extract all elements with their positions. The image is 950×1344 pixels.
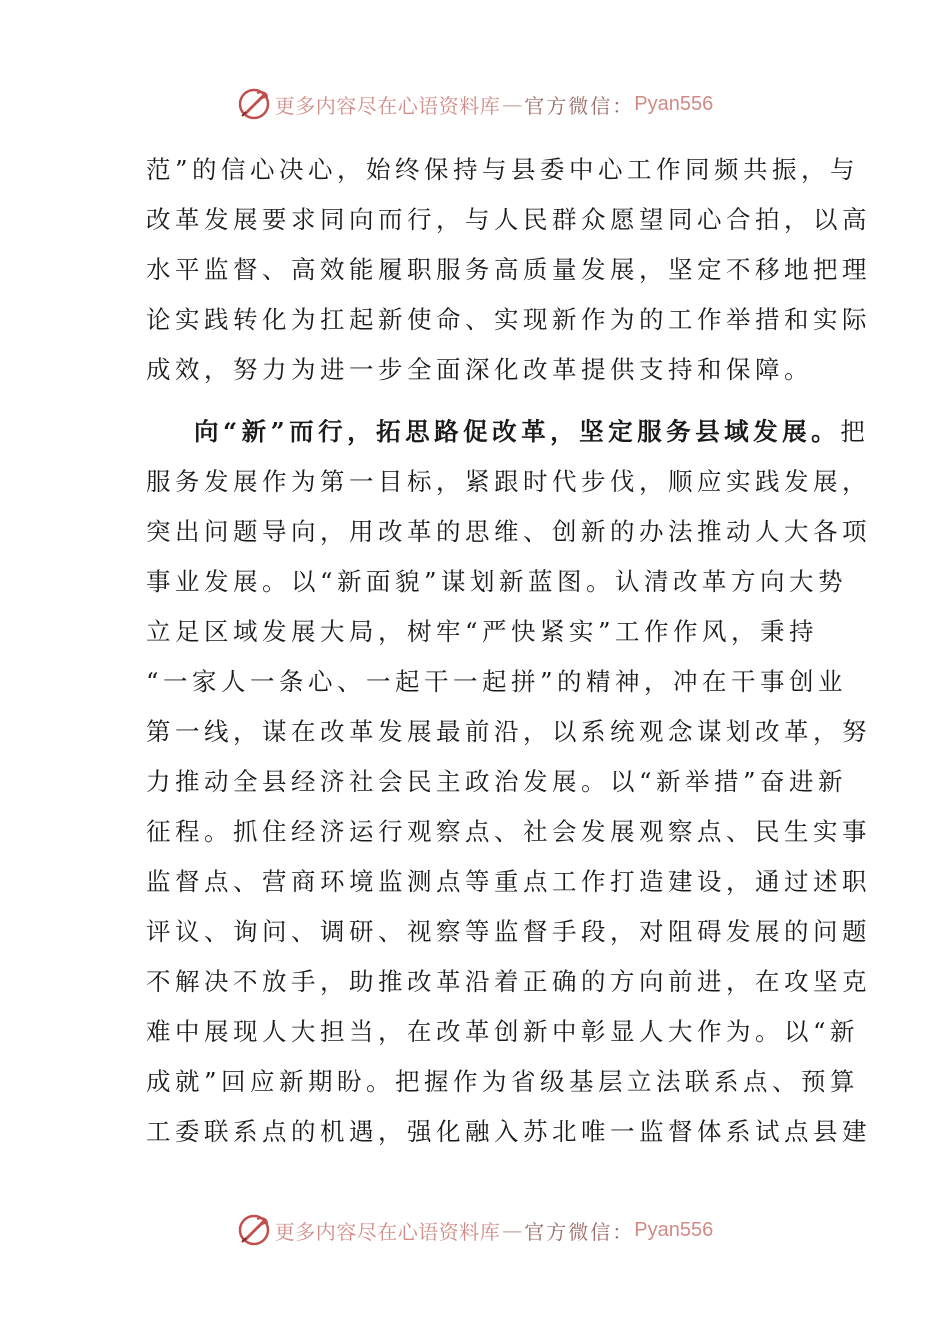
document-body [146,145,871,1157]
banner-main-text: 更多内容尽在心语资料库 [274,1219,501,1244]
text-line: 不解决不放手，助推改革沿着正确的方向前进，在攻坚克 [146,967,871,996]
banner-wechat-id: Pyan556 [634,1218,714,1241]
banner-wechat-id: Pyan556 [634,92,714,115]
text-line: 事业发展。以“新面貌”谋划新蓝图。认清改革方向大势 [146,567,848,596]
text-line: 监督点、营商环境监测点等重点工作打造建设，通过述职 [146,867,871,896]
text-line: 服务发展作为第一目标，紧跟时代步伐，顺应实践发展， [146,467,871,496]
footer-banner [0,1210,950,1250]
text-line: 第一线，谋在改革发展最前沿，以系统观念谋划改革，努 [146,717,871,746]
text-line: 征程。抓住经济运行观察点、社会发展观察点、民生实事 [146,817,871,846]
paragraph-1 [146,145,871,395]
banner-label: 官方微信： [524,1219,635,1244]
quill-logo-icon [237,1213,271,1247]
text-line: 难中展现人大担当，在改革创新中彰显人大作为。以“新 [146,1017,860,1046]
text-line: 水平监督、高效能履职服务高质量发展，坚定不移地把理 [146,255,871,284]
banner-separator: — [502,1218,523,1242]
text-line: 论实践转化为扛起新使命、实现新作为的工作举措和实际 [146,305,871,334]
banner-separator: — [502,92,523,116]
text-line: “一家人一条心、一起干一起拼”的精神，冲在干事创业 [146,667,848,696]
paragraph-2 [146,407,871,1157]
text-line: 评议、询问、调研、视察等监督手段，对阻碍发展的问题 [146,917,871,946]
text-line: 改革发展要求同向而行，与人民群众愿望同心合拍，以高 [146,205,871,234]
heading-tail: 把 [840,417,870,446]
text-line: 成效，努力为进一步全面深化改革提供支持和保障。 [146,355,813,384]
text-line: 工委联系点的机遇，强化融入苏北唯一监督体系试点县建 [146,1117,871,1146]
paragraph-heading-line [146,407,870,457]
text-line: 突出问题导向，用改革的思维、创新的办法推动人大各项 [146,517,871,546]
banner-main-text: 更多内容尽在心语资料库 [274,93,501,118]
header-banner [0,84,950,124]
text-line: 成就”回应新期盼。把握作为省级基层立法联系点、预算 [146,1067,860,1096]
paragraph-heading: 向“新”而行，拓思路促改革，坚定服务县域发展。 [194,417,841,446]
text-line: 立足区域发展大局，树牢“严快紧实”工作作风，秉持 [146,617,819,646]
quill-logo-icon [237,87,271,121]
banner-label: 官方微信： [524,93,635,118]
text-line: 力推动全县经济社会民主政治发展。以“新举措”奋进新 [146,767,848,796]
text-line: 范”的信心决心，始终保持与县委中心工作同频共振，与 [146,155,860,184]
